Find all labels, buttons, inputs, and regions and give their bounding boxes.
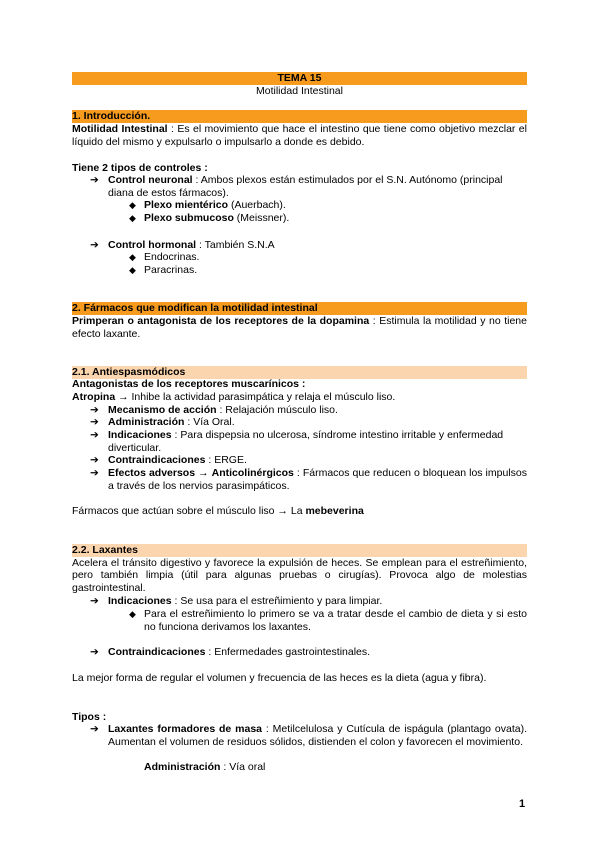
laxantes-masa-text: : Metilcelulosa y Cutícula de ispágula (plantago ovata). Aumentan el volumen de residuos sólidos, distienden el colon y favorecen el movimiento. — [108, 723, 527, 748]
mecanismo-text: : Relajación músculo liso. — [216, 404, 338, 416]
laxantes-indicaciones-term: Indicaciones — [108, 595, 172, 607]
arrow-right-icon: ➔ — [90, 404, 99, 416]
administracion-text: : Vía Oral. — [184, 416, 235, 428]
efectos-adversos-text: : Fármacos que reducen o bloquean los impulsos a través de los nervios parasimpáticos. — [108, 467, 527, 492]
atropina-term: Atropina — [72, 391, 116, 403]
control-hormonal-text: : También S.N.A — [196, 239, 275, 251]
contraindicaciones-item — [108, 454, 247, 467]
tipos-title — [72, 711, 106, 724]
plexo-mienterico-term: Plexo mientérico — [144, 199, 229, 211]
arrow-right-icon: ➔ — [90, 467, 99, 479]
controls-title-text: Tiene 2 tipos de controles : — [72, 162, 208, 174]
arrow-right-icon: ➔ — [90, 239, 99, 251]
efectos-adversos-term: Efectos adversos — [108, 467, 196, 479]
definition-paragraph — [72, 123, 527, 148]
contraindicaciones-term: Contraindicaciones — [108, 454, 206, 466]
mecanismo-term: Mecanismo de acción — [108, 404, 217, 416]
diamond-bullet-icon: ◆ — [129, 252, 136, 262]
plexo-mienterico-item — [144, 199, 286, 212]
primperan-term: Primperan o antagonista de los receptores de la dopamina — [72, 315, 370, 327]
anticolinergicos-term: Anticolinérgicos — [211, 467, 294, 479]
laxantes-masa-adm-text: : Vía oral — [220, 761, 266, 773]
arrow-right-icon: ➔ — [90, 646, 99, 658]
definition-text: : Es el movimiento que hace el intestino que tiene como objetivo mezclar el líquido del mismo y expulsarlo o impulsarlo a donde es debido. — [72, 123, 527, 148]
laxantes-masa-item — [108, 723, 527, 748]
section-heading-1 — [72, 110, 527, 123]
hormonal-paracrinas: Paracrinas. — [144, 264, 198, 276]
control-hormonal-term: Control hormonal — [108, 239, 197, 251]
atropina-line — [72, 391, 395, 404]
arrow-right-icon: ➔ — [90, 416, 99, 428]
plexo-submucoso-text: (Meissner). — [233, 212, 290, 224]
laxantes-masa-adm-term: Administración — [144, 761, 221, 773]
tipos-title-text: Tipos : — [72, 711, 107, 723]
control-neuronal-term: Control neuronal — [108, 174, 193, 186]
efectos-arrow: → — [195, 467, 212, 479]
title-bar — [72, 72, 527, 85]
arrow-right-icon: ➔ — [90, 454, 99, 466]
arrow-right-icon: ➔ — [90, 595, 99, 607]
primperan-paragraph — [72, 315, 527, 340]
diamond-bullet-icon: ◆ — [129, 265, 136, 275]
page-title: TEMA 15 — [277, 72, 322, 84]
diamond-bullet-icon: ◆ — [129, 609, 136, 619]
section-heading-1-text: 1. Introducción. — [72, 110, 151, 122]
control-hormonal-item — [108, 239, 275, 252]
control-neuronal-item — [108, 174, 527, 199]
plexo-submucoso-item — [144, 212, 289, 225]
laxantes-masa-term: Laxantes formadores de masa — [108, 723, 262, 735]
laxantes-indicaciones-sub: Para el estreñimiento lo primero se va a tratar desde el cambio de dieta y si esto no funciona derivamos los laxantes. — [144, 608, 527, 633]
section-heading-2-2-text: 2.2. Laxantes — [72, 544, 138, 556]
arrow-right-icon: ➔ — [90, 174, 99, 186]
controls-title — [72, 162, 208, 175]
mecanismo-item — [108, 404, 338, 417]
diamond-bullet-icon: ◆ — [129, 200, 136, 210]
section-heading-2 — [72, 302, 527, 315]
hormonal-endocrinas: Endocrinas. — [144, 251, 200, 263]
control-neuronal-text: : Ambos plexos están estimulados por el S.N. Autónomo (principal diana de estos fármacos). — [108, 174, 503, 199]
laxantes-intro: Acelera el tránsito digestivo y favorece la expulsión de heces. Se emplean para el estreñimiento, pero también limpia (útil para algunas pruebas o cirugías). Provoca algo de molestias gastrointestinal. — [72, 556, 527, 594]
section-heading-2-1-text: 2.1. Antiespasmódicos — [72, 366, 186, 378]
musculo-liso-text: Fármacos que actúan sobre el músculo liso → La — [72, 505, 306, 517]
section-heading-2-text: 2. Fármacos que modifican la motilidad intestinal — [72, 302, 318, 314]
indicaciones-text: : Para dispepsia no ulcerosa, síndrome intestino irritable y enfermedad diverticular. — [108, 429, 504, 454]
laxantes-indicaciones-item — [108, 595, 382, 608]
section-heading-2-2 — [72, 544, 527, 557]
laxantes-contra-text: : Enfermedades gastrointestinales. — [205, 646, 371, 658]
contraindicaciones-text: : ERGE. — [205, 454, 247, 466]
plexo-submucoso-term: Plexo submucoso — [144, 212, 234, 224]
diamond-bullet-icon: ◆ — [129, 213, 136, 223]
mebeverina-term: mebeverina — [305, 505, 364, 517]
indicaciones-item — [108, 429, 527, 454]
best-regulation-line: La mejor forma de regular el volumen y frecuencia de las heces es la dieta (agua y fibra). — [72, 672, 487, 684]
plexo-mienterico-text: (Auerbach). — [228, 199, 286, 211]
laxantes-contra-item — [108, 646, 370, 659]
musculo-liso-line — [72, 505, 364, 518]
laxantes-indicaciones-text: : Se usa para el estreñimiento y para limpiar. — [171, 595, 383, 607]
arrow-right-icon: ➔ — [90, 723, 99, 735]
definition-term: Motilidad Intestinal — [72, 123, 168, 135]
arrow-right-icon: ➔ — [90, 429, 99, 441]
page-number: 1 — [519, 798, 526, 810]
efectos-adversos-item — [108, 467, 527, 492]
administracion-term: Administración — [108, 416, 185, 428]
antagonistas-title-text: Antagonistas de los receptores muscarínicos : — [72, 378, 306, 390]
laxantes-masa-administracion — [144, 761, 265, 774]
antagonistas-title — [72, 378, 305, 391]
section-heading-2-1 — [72, 366, 527, 379]
administracion-item — [108, 416, 235, 429]
atropina-text: → Inhibe la actividad parasimpática y relaja el músculo liso. — [115, 391, 396, 403]
primperan-text: : Estimula la motilidad y no tiene efecto laxante. — [72, 315, 527, 340]
indicaciones-term: Indicaciones — [108, 429, 172, 441]
page-subtitle: Motilidad Intestinal — [256, 84, 343, 97]
laxantes-contra-term: Contraindicaciones — [108, 646, 206, 658]
